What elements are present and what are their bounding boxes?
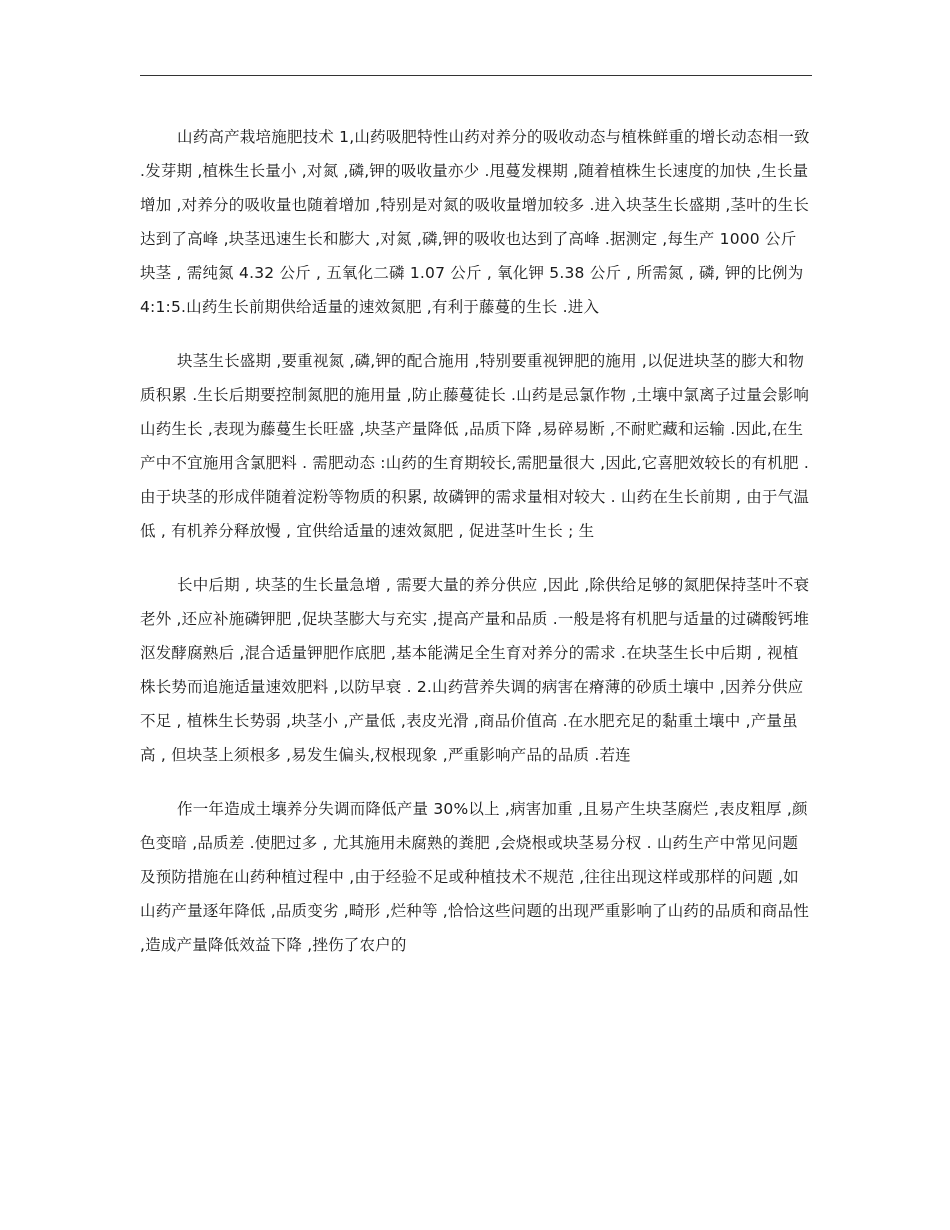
document-body — [140, 120, 812, 982]
paragraph-4: 作一年造成土壤养分失调而降低产量 30%以上 ,病害加重 ,且易产生块茎腐烂 ,表皮粗厚 ,颜色变暗 ,品质差 .使肥过多 , 尤其施用未腐熟的粪肥 ,会烧根或块茎易分杈 . 山药生产中常见问题及预防措施在山药种植过程中 ,由于经验不足或种植技术不规范 ,往往出现这样或那样的问题 ,如山药产量逐年降低 ,品质变劣 ,畸形 ,烂种等 ,恰恰这些问题的出现严重影响了山药的品质和商品性 ,造成产量降低效益下降 ,挫伤了农户的 — [140, 800, 810, 954]
header-rule — [140, 75, 812, 76]
paragraph-3: 长中后期 , 块茎的生长量急增 , 需要大量的养分供应 ,因此 ,除供给足够的氮肥保持茎叶不衰老外 ,还应补施磷钾肥 ,促块茎膨大与充实 ,提高产量和品质 .一般是将有机肥与适量的过磷酸钙堆沤发酵腐熟后 ,混合适量钾肥作底肥 ,基本能满足全生育对养分的需求 .在块茎生长中后期 , 视植株长势而追施适量速效肥料 ,以防早衰 . 2.山药营养失调的病害在瘠薄的砂质土壤中 ,因养分供应不足 , 植株生长势弱 ,块茎小 ,产量低 ,表皮光滑 ,商品价值高 .在水肥充足的黏重土壤中 ,产量虽高 , 但块茎上须根多 ,易发生偏头,杈根现象 ,严重影响产品的品质 .若连 — [140, 576, 810, 764]
paragraph-1: 山药高产栽培施肥技术 1,山药吸肥特性山药对养分的吸收动态与植株鲜重的增长动态相一致 .发芽期 ,植株生长量小 ,对氮 ,磷,钾的吸收量亦少 .甩蔓发棵期 ,随着植株生长速度的加快 ,生长量增加 ,对养分的吸收量也随着增加 ,特别是对氮的吸收量增加较多 .进入块茎生长盛期 ,茎叶的生长达到了高峰 ,块茎迅速生长和膨大 ,对氮 ,磷,钾的吸收也达到了高峰 .据测定 ,每生产 1000 公斤块茎 , 需纯氮 4.32 公斤 , 五氧化二磷 1.07 公斤 , 氧化钾 5.38 公斤 , 所需氮 , 磷, 钾的比例为 4:1:5.山药生长前期供给适量的速效氮肥 ,有利于藤蔓的生长 .进入 — [140, 128, 810, 316]
paragraph-2: 块茎生长盛期 ,要重视氮 ,磷,钾的配合施用 ,特别要重视钾肥的施用 ,以促进块茎的膨大和物质积累 .生长后期要控制氮肥的施用量 ,防止藤蔓徒长 .山药是忌氯作物 ,土壤中氯离子过量会影响山药生长 ,表现为藤蔓生长旺盛 ,块茎产量降低 ,品质下降 ,易碎易断 ,不耐贮藏和运输 .因此,在生产中不宜施用含氯肥料 . 需肥动态 :山药的生育期较长,需肥量很大 ,因此,它喜肥效较长的有机肥 .由于块茎的形成伴随着淀粉等物质的积累, 故磷钾的需求量相对较大 . 山药在生长前期 , 由于气温低 , 有机养分释放慢 , 宜供给适量的速效氮肥 , 促进茎叶生长 ; 生 — [140, 352, 810, 540]
